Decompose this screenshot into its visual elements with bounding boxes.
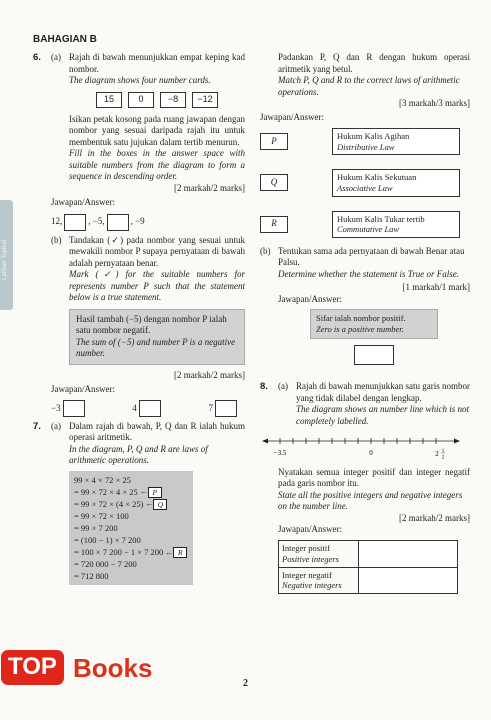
calc-text: = 720 000 − 7 200 <box>74 559 137 570</box>
question-number: 6. <box>33 52 41 63</box>
q8-instruction-en: State all the positive integers and negative integers on the number line. <box>278 489 463 512</box>
answer-label: Jawapan/Answer: <box>260 111 324 122</box>
answer-label: Jawapan/Answer: <box>51 384 115 395</box>
number-cards <box>69 92 245 108</box>
row-label-en: Positive integers <box>282 553 339 564</box>
number-choices <box>51 400 245 417</box>
question-6 <box>33 52 245 417</box>
tick-label-right-den: 2 <box>441 455 445 461</box>
logo-books: Books <box>73 653 153 683</box>
marks: [3 markah/3 marks] <box>399 98 470 109</box>
part-label: (a) <box>51 52 61 62</box>
statement-en: Zero is a positive number. <box>316 324 404 335</box>
q7a-text-ms: Dalam rajah di bawah, P, Q dan R ialah hukum operasi aritmetik. <box>69 420 245 443</box>
law-ms: Hukum Kalis Agihan <box>337 131 410 142</box>
statement-box <box>69 309 245 365</box>
q8-instruction <box>260 467 470 595</box>
law-letter-box[interactable]: Q <box>260 174 288 191</box>
law-row <box>260 169 470 196</box>
tick-box[interactable] <box>139 400 161 417</box>
calc-text: = (100 − 1) × 7 200 <box>74 535 141 546</box>
row-label <box>279 567 359 594</box>
answer-label: Jawapan/Answer: <box>278 524 342 535</box>
calc-line <box>74 510 188 522</box>
answer-box[interactable] <box>107 214 129 231</box>
marks: [2 markah/2 marks] <box>174 182 245 193</box>
q7b-text-en: Determine whether the statement is True or False. <box>278 268 459 279</box>
table-row <box>279 567 458 594</box>
calc-line <box>74 570 188 582</box>
question-7b <box>260 246 470 365</box>
calc-line <box>74 474 188 486</box>
calc-text: = 99 × 72 × (4 × 25) <box>74 499 144 510</box>
tick-label-zero: 0 <box>369 449 373 458</box>
logo-top: TOP <box>1 650 64 685</box>
calc-line <box>74 546 188 558</box>
number-card: −12 <box>192 92 218 108</box>
q6a-text-ms: Rajah di bawah menunjukkan empat keping kad nombor. <box>69 52 245 74</box>
question-6a <box>51 52 245 194</box>
q7a-text-en: In the diagram, P, Q and R are laws of arithmetic operations. <box>69 443 208 466</box>
tick-box[interactable] <box>215 400 237 417</box>
section-title: BAHAGIAN B <box>33 34 97 45</box>
tick-box[interactable] <box>63 400 85 417</box>
marks: [2 markah/2 marks] <box>399 512 470 523</box>
number-choice <box>51 400 85 417</box>
tick-label-right-whole: 2 <box>435 450 439 459</box>
statement-ms: Hasil tambah (−5) dengan nombor P ialah satu nombor negatif. <box>76 313 227 336</box>
law-name-box[interactable] <box>332 169 460 196</box>
sequence-text: 12, <box>51 216 63 227</box>
q7b-text-ms: Tentukan sama ada pernyataan di bawah Benar atau Palsu. <box>278 245 465 268</box>
number-card: 0 <box>128 92 154 108</box>
number-choice <box>208 400 237 417</box>
sequence-text: , −5, <box>88 216 105 227</box>
statement-en: The sum of (−5) and number P is a negative number. <box>76 336 236 359</box>
law-row <box>260 211 470 238</box>
calc-line <box>74 498 188 510</box>
q7-match <box>260 52 470 110</box>
law-letter-box[interactable]: R <box>260 216 288 233</box>
part-label: (a) <box>278 381 288 392</box>
choice-number: −3 <box>51 402 61 413</box>
law-ms: Hukum Kalis Sekutuan <box>337 172 417 183</box>
answer-cell[interactable] <box>359 567 458 594</box>
left-arrow-icon: ← <box>165 547 174 557</box>
q6b-text-ms: Tandakan (✓) pada nombor yang sesuai untuk mewakili nombor P supaya pernyataan di bawah adalah pernyataan benar. <box>69 234 245 268</box>
law-matching <box>260 128 470 238</box>
calc-text: = 100 × 7 200 − 1 × 7 200 <box>74 547 164 558</box>
statement-ms: Sifar ialah nombor positif. <box>316 313 406 324</box>
side-tab-label: Latihan Topikal <box>2 240 8 280</box>
question-8 <box>260 381 470 427</box>
part-label: (a) <box>51 420 61 431</box>
left-arrowhead-icon <box>262 439 268 444</box>
q8-instruction-ms: Nyatakan semua integer positif dan integer negatif pada garis nombor itu. <box>278 466 470 489</box>
sequence-text: , −9 <box>130 216 145 227</box>
question-8a <box>278 381 470 427</box>
calc-text: 99 × 4 × 72 × 25 <box>74 474 131 485</box>
law-en: Commutative Law <box>337 224 400 235</box>
calc-text: = 99 × 7 200 <box>74 523 118 534</box>
number-line <box>260 431 470 465</box>
tick-label-left: −3.5 <box>273 449 287 458</box>
side-tab <box>0 200 13 310</box>
number-line-svg <box>260 431 470 461</box>
choice-number: 4 <box>132 402 137 413</box>
q6a-text-en: The diagram shows four number cards. <box>69 75 211 86</box>
true-false-answer-box[interactable] <box>354 345 394 365</box>
question-number: 8. <box>260 381 268 393</box>
integer-answer-table <box>278 540 458 595</box>
table-row <box>279 540 458 567</box>
question-7 <box>33 421 245 586</box>
law-en: Associative Law <box>337 182 393 193</box>
law-ms: Hukum Kalis Tukar tertib <box>337 213 425 224</box>
q8a-text-ms: Rajah di bawah menunjukkan satu garis nombor yang tidak dilabel dengan lengkap. <box>296 381 470 403</box>
marks: [2 markah/2 marks] <box>174 369 245 380</box>
law-name-box[interactable] <box>332 211 460 238</box>
number-card: −8 <box>160 92 186 108</box>
right-column <box>260 52 470 594</box>
calc-text: = 99 × 72 × 100 <box>74 511 129 522</box>
calculation-box <box>69 471 193 586</box>
row-label-en: Negative integers <box>282 580 342 591</box>
marks: [1 markah/1 mark] <box>402 282 470 293</box>
law-name-box[interactable] <box>332 128 460 155</box>
q6b-text-en: Mark (✓) for the suitable numbers for represents number P such that the statement below is a true statement. <box>69 269 245 303</box>
answer-cell[interactable] <box>359 540 458 567</box>
row-label <box>279 540 359 567</box>
law-tag: P <box>148 487 162 498</box>
left-arrow-icon: ← <box>139 487 148 497</box>
answer-label: Jawapan/Answer: <box>51 197 115 208</box>
answer-label: Jawapan/Answer: <box>278 293 342 304</box>
law-letter-box[interactable]: P <box>260 133 288 150</box>
left-arrow-icon: ← <box>145 499 154 509</box>
answer-box[interactable] <box>64 214 86 231</box>
question-number: 7. <box>33 420 41 432</box>
calc-line <box>74 558 188 570</box>
number-card: 15 <box>96 92 122 108</box>
calc-line <box>74 534 188 546</box>
law-tag: R <box>173 547 187 558</box>
page-number: 2 <box>243 678 248 689</box>
match-text-en: Match P, Q and R to the correct laws of arithmetic operations. <box>278 75 460 97</box>
calc-line <box>74 486 188 498</box>
law-en: Distributive Law <box>337 141 395 152</box>
q6a-instruction-ms: Isikan petak kosong pada ruang jawapan dengan nombor yang sesuai daripada rajah itu untuk membentuk satu jujukan dalam tertib menurun. <box>69 113 245 147</box>
row-label-ms: Integer positif <box>282 542 330 553</box>
calc-line <box>74 522 188 534</box>
tick-label-right-num: 1 <box>441 449 445 455</box>
question-7a <box>51 421 245 586</box>
row-label-ms: Integer negatif <box>282 569 332 580</box>
match-text-ms: Padankan P, Q dan R dengan hukum operasi aritmetik yang betul. <box>278 52 470 74</box>
statement-box <box>310 309 438 339</box>
q8a-text-en: The diagram shows an number line which is not completely labelled. <box>296 404 470 426</box>
law-row <box>260 128 470 155</box>
part-label: (b) <box>51 234 62 245</box>
q6a-instruction-en: Fill in the boxes in the answer space with suitable numbers from the diagram to form a sequence in descending order. <box>69 148 245 182</box>
number-choice <box>132 400 161 417</box>
publisher-logo <box>1 646 191 694</box>
sequence-answer <box>51 214 245 231</box>
law-tag: Q <box>153 499 167 510</box>
calc-text: = 99 × 72 × 4 × 25 <box>74 486 138 497</box>
part-label: (b) <box>260 245 271 256</box>
choice-number: 7 <box>208 402 213 413</box>
calc-text: = 712 800 <box>74 571 109 582</box>
question-6b <box>51 235 245 382</box>
left-column <box>33 52 245 585</box>
right-arrowhead-icon <box>454 439 460 444</box>
